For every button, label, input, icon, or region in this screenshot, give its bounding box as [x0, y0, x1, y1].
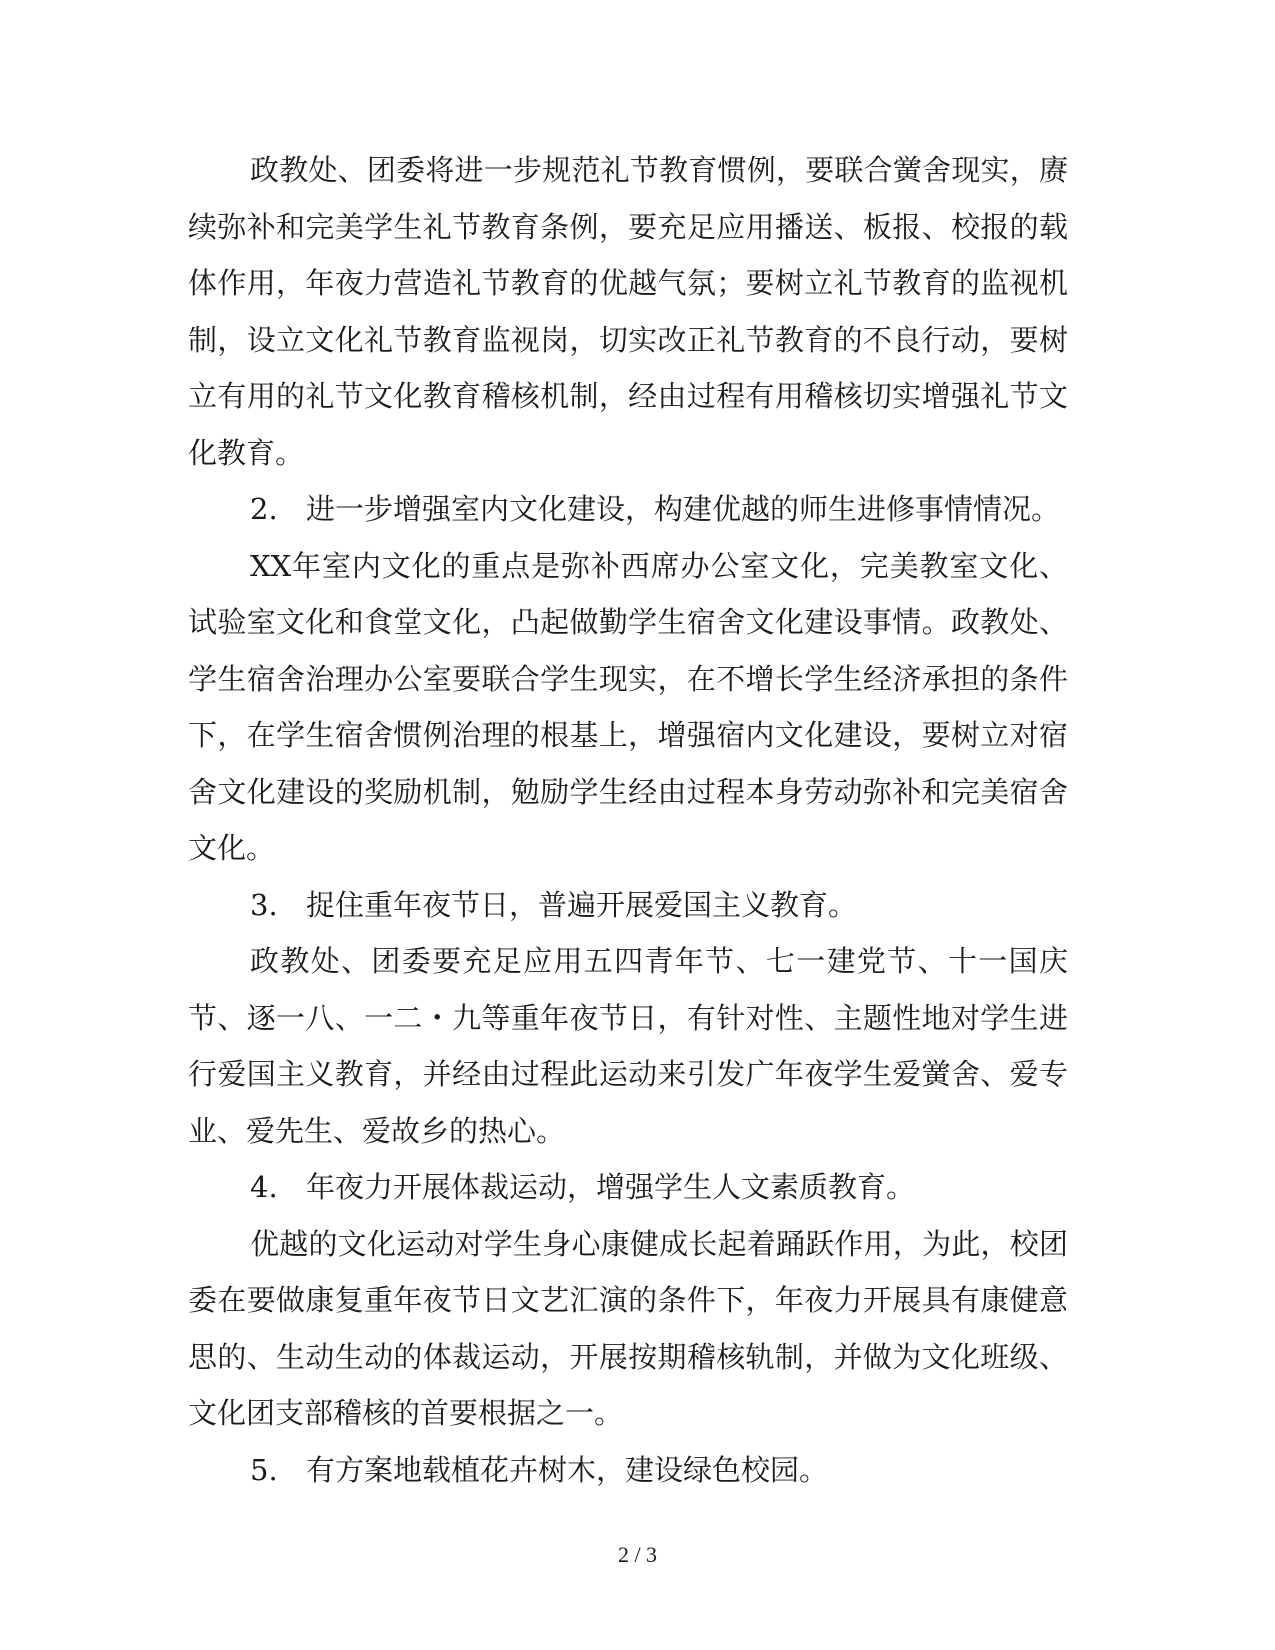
section-title: 有方案地载植花卉树木，建设绿色校园。 [306, 1452, 829, 1487]
section-heading-4 [188, 1159, 1068, 1216]
page-number: 2 / 3 [617, 1542, 658, 1567]
section-title: 进一步增强室内文化建设，构建优越的师生进修事情情况。 [306, 492, 1061, 526]
section-heading-2 [188, 481, 1068, 538]
document-body [188, 142, 1068, 1498]
paragraph-cultural-activities: 优越的文化运动对学生身心康健成长起着踊跃作用，为此，校团委在要做康复重年夜节日文艺汇演的条件下，年夜力开展具有康健意思的、生动生动的体裁运动，开展按期稽核轨制，并做为文化班级、文化团支部稽核的首要根据之一。 [188, 1226, 1068, 1430]
paragraph-etiquette: 政教处、团委将进一步规范礼节教育惯例，要联合黉舍现实，赓续弥补和完美学生礼节教育条例，要充足应用播送、板报、校报的载体作用，年夜力营造礼节教育的优越气氛；要树立礼节教育的监视机制，设立文化礼节教育监视岗，切实改正礼节教育的不良行动，要树立有用的礼节文化教育稽核机制，经由过程有用稽核切实增强礼节文化教育。 [188, 153, 1068, 470]
section-number: 5. [250, 1452, 278, 1487]
section-title: 捉住重年夜节日，普遍开展爱国主义教育。 [306, 887, 858, 922]
section-title: 年夜力开展体裁运动，增强学生人文素质教育。 [306, 1170, 916, 1204]
section-heading-5 [188, 1442, 1068, 1499]
paragraph-patriotic-education: 政教处、团委要充足应用五四青年节、七一建党节、十一国庆节、逐一八、一二・九等重年夜节日，有针对性、主题性地对学生进行爱国主义教育，并经由过程此运动来引发广年夜学生爱黉舍、爱专业、爱先生、爱故乡的热心。 [188, 944, 1068, 1148]
section-number: 3. [250, 887, 278, 922]
section-heading-3 [188, 877, 1068, 934]
section-number: 2. [250, 492, 278, 526]
paragraph-indoor-culture: XX年室内文化的重点是弥补西席办公室文化，完美教室文化、试验室文化和食堂文化，凸起做勤学生宿舍文化建设事情。政教处、学生宿舍治理办公室要联合学生现实，在不增长学生经济承担的条件下，在学生宿舍惯例治理的根基上，增强宿内文化建设，要树立对宿舍文化建设的奖励机制，勉励学生经由过程本身劳动弥补和完美宿舍文化。 [188, 548, 1068, 865]
section-number: 4. [250, 1170, 278, 1204]
